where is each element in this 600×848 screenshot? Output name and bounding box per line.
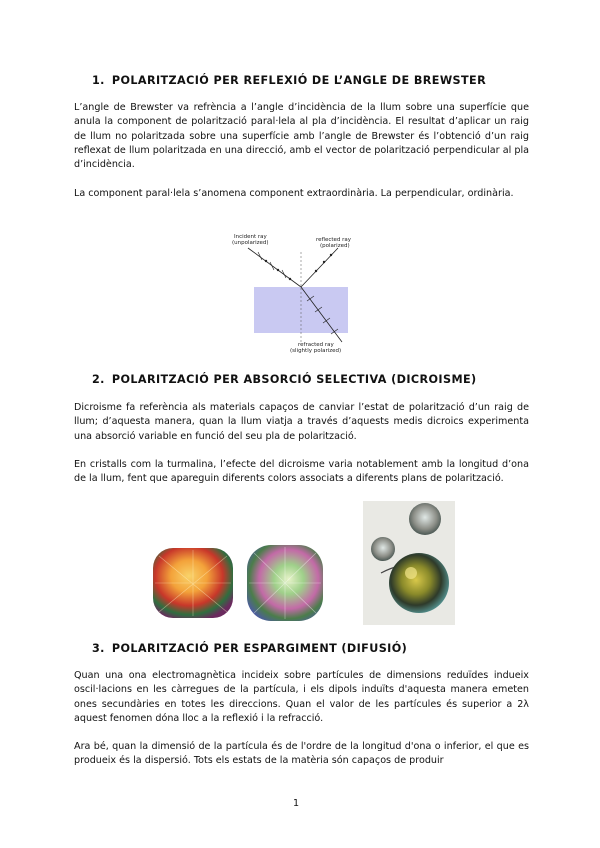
body-paragraph: En cristalls com la turmalina, l’efecte del dicroisme varia notablement amb la longitud d’ona de la llum, fent que apareguin diferents colors associats a diferents plans de polarització. — [74, 459, 529, 485]
reflected-ray — [301, 248, 338, 287]
section-heading — [92, 642, 407, 655]
body-paragraph: Dicroisme fa referència als materials capaços de canviar l’estat de polarització d’un raig de llum; d’aquesta manera, quan la llum viatja a través d’aquests medis dicroics experimenta una absorció variable en funció del seu pla de polarització. — [74, 402, 529, 442]
section-title: POLARITZACIÓ PER REFLEXIÓ DE L’ANGLE DE BREWSTER — [111, 74, 487, 87]
section-heading — [92, 74, 486, 87]
dichroic-beads-image — [363, 501, 455, 625]
section-heading — [92, 373, 477, 386]
incident-ray — [248, 248, 301, 287]
body-paragraph: La component paral·lela s’anomena component extraordinària. La perpendicular, ordinària. — [74, 188, 514, 199]
green-mystic-topaz-image — [244, 541, 326, 625]
body-paragraph: Ara bé, quan la dimensió de la partícula és de l'ordre de la longitud d'ona o inferior, el que es produeix és la dispersió. Tots els estats de la matèria són capaços de produir — [74, 741, 529, 767]
section-number: 1. — [92, 74, 105, 87]
brewster-angle-diagram — [224, 232, 354, 358]
incident-label-note: (unpolarized) — [232, 240, 269, 246]
page-number: 1 — [293, 798, 300, 809]
section-number: 2. — [92, 373, 105, 386]
body-paragraph: L’angle de Brewster va refrència a l’angle d’incidència de la llum sobre una superfície que anula la component de polarització paral·lela al pla d’incidència. El resultat d’aplicar un raig de llum no polaritzada sobre una superfície amb l’angle de Brewster és l’obtenció d’un raig reflexat de llum polaritzada en una direcció, amb el vector de polarització perpendicular al pla d’incidència. — [74, 102, 529, 171]
body-paragraph: Quan una ona electromagnètica incideix sobre partícules de dimensions reduïdes indueix oscil·lacions en les càrregues de la partícula, i els dipols induïts d'aquesta manera emeten ones secundàries en totes les direccions. Quan el valor de les partícules és superior a 2λ aquest fenomen dóna lloc a la reflexió i la refracció. — [74, 670, 529, 724]
incident-label: Incident ray — [234, 234, 267, 240]
section-title: POLARITZACIÓ PER ESPARGIMENT (DIFUSIÓ) — [111, 642, 408, 655]
reflected-label-note: (polarized) — [320, 243, 350, 249]
section-title: POLARITZACIÓ PER ABSORCIÓ SELECTIVA (DICROISME) — [111, 373, 477, 386]
orange-mystic-topaz-image — [149, 542, 237, 624]
section-number: 3. — [92, 642, 105, 655]
reflected-label: reflected ray — [316, 237, 352, 243]
refracted-label: refracted ray — [298, 342, 334, 348]
refracted-label-note: (slightly polarized) — [290, 348, 342, 354]
